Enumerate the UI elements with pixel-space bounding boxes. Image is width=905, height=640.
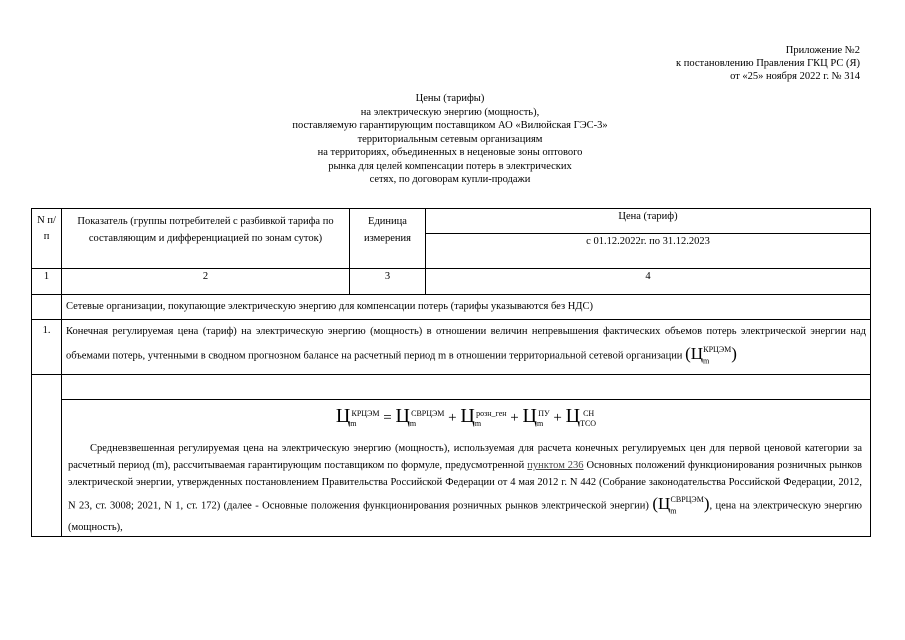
title-line: рынка для целей компенсации потерь в электрических <box>328 160 572 172</box>
numbering-cell: 1 <box>32 269 62 295</box>
header-num: N п/п <box>32 209 62 269</box>
header-row <box>32 209 871 234</box>
section-title: Сетевые организации, покупающие электрическую энергию для компенсации потерь (тарифы указываются без НДС) <box>62 295 871 320</box>
row-number: 1. <box>32 320 62 375</box>
title-line: на электрическую энергию (мощность), <box>360 106 540 118</box>
row-description-text: Конечная регулируемая цена (тариф) на электрическую энергию (мощность) в отношении величин непревышения фактических объемов потерь электрической энергии над объемами потерь, учтенными в сводном прогнозном балансе на расчетный период m в отношении территориальной сетевой организации <box>66 326 866 362</box>
paragraph-part: , цена на электрическую энергию (мощность), <box>68 500 863 534</box>
numbering-cell: 2 <box>62 269 350 295</box>
paragraph-symbol: $(Ц_m^{СВРЦЭМ})$ <box>652 493 710 516</box>
price-table <box>31 208 871 537</box>
header-unit: Единица измерения <box>350 209 426 269</box>
formula-row <box>32 400 871 537</box>
document-title <box>200 92 700 187</box>
paragraph-part: Основных положений функционирования розничных рынков электрической энергии, утвержденных постановлением Правительства Российской Федерации от 4 мая 2012 г. N 442 (Собрание законодательства Российской Федерации, 2012, N 23, ст. 3008; 2021, N 1, ст. 172) (далее - Основные положения функционирования розничных рынков электрической энергии) <box>68 460 863 512</box>
header-indicator: Показатель (группы потребителей с разбивкой тарифа по составляющим и дифференциацией по зонам суток) <box>62 209 350 269</box>
price-formula: $Ц_m^{КРЦЭМ} = Ц_m^{СВРЦЭМ} + Ц_m^{розн\_ген} + Ц_m^{ПУ} + Ц_{ТСО}^{СН}$ <box>335 405 597 429</box>
header-period: с 01.12.2022г. по 31.12.2023 <box>426 234 871 269</box>
table-row <box>32 320 871 375</box>
blank-row <box>32 375 871 400</box>
row-description <box>62 320 871 375</box>
appendix-line: от «25» ноября 2022 г. № 314 <box>730 71 860 82</box>
legal-reference-link[interactable]: пунктом 236 <box>527 460 584 472</box>
title-line: сетях, по договорам купли-продажи <box>369 174 531 185</box>
appendix-line: Приложение №2 <box>785 45 860 56</box>
numbering-row <box>32 269 871 295</box>
paragraph-part: Средневзвешенная регулируемая цена на электрическую энергию (мощность), используемая для расчета конечных регулируемых цен для первой ценовой категории за расчетный период (m), рассчитываемая гарантирующим поставщиком по формуле, предусмотренной <box>68 443 862 472</box>
section-row <box>32 295 871 320</box>
row-symbol: $(Ц_m^{КРЦЭМ})$ <box>685 343 737 366</box>
title-line: территориальным сетевым организациям <box>357 133 543 145</box>
title-line: Цены (тарифы) <box>415 93 485 104</box>
numbering-cell: 4 <box>426 269 871 295</box>
numbering-cell: 3 <box>350 269 426 295</box>
header-price: Цена (тариф) <box>426 209 871 234</box>
appendix-line: к постановлению Правления ГКЦ РС (Я) <box>676 58 860 69</box>
title-line: на территориях, объединенных в неценовые зоны оптового <box>317 147 583 158</box>
formula-explanation <box>68 440 862 536</box>
appendix-block <box>676 44 860 83</box>
title-line: поставляемую гарантирующим поставщиком АО «Вилюйская ГЭС-3» <box>292 120 608 131</box>
formula-cell <box>62 400 871 537</box>
